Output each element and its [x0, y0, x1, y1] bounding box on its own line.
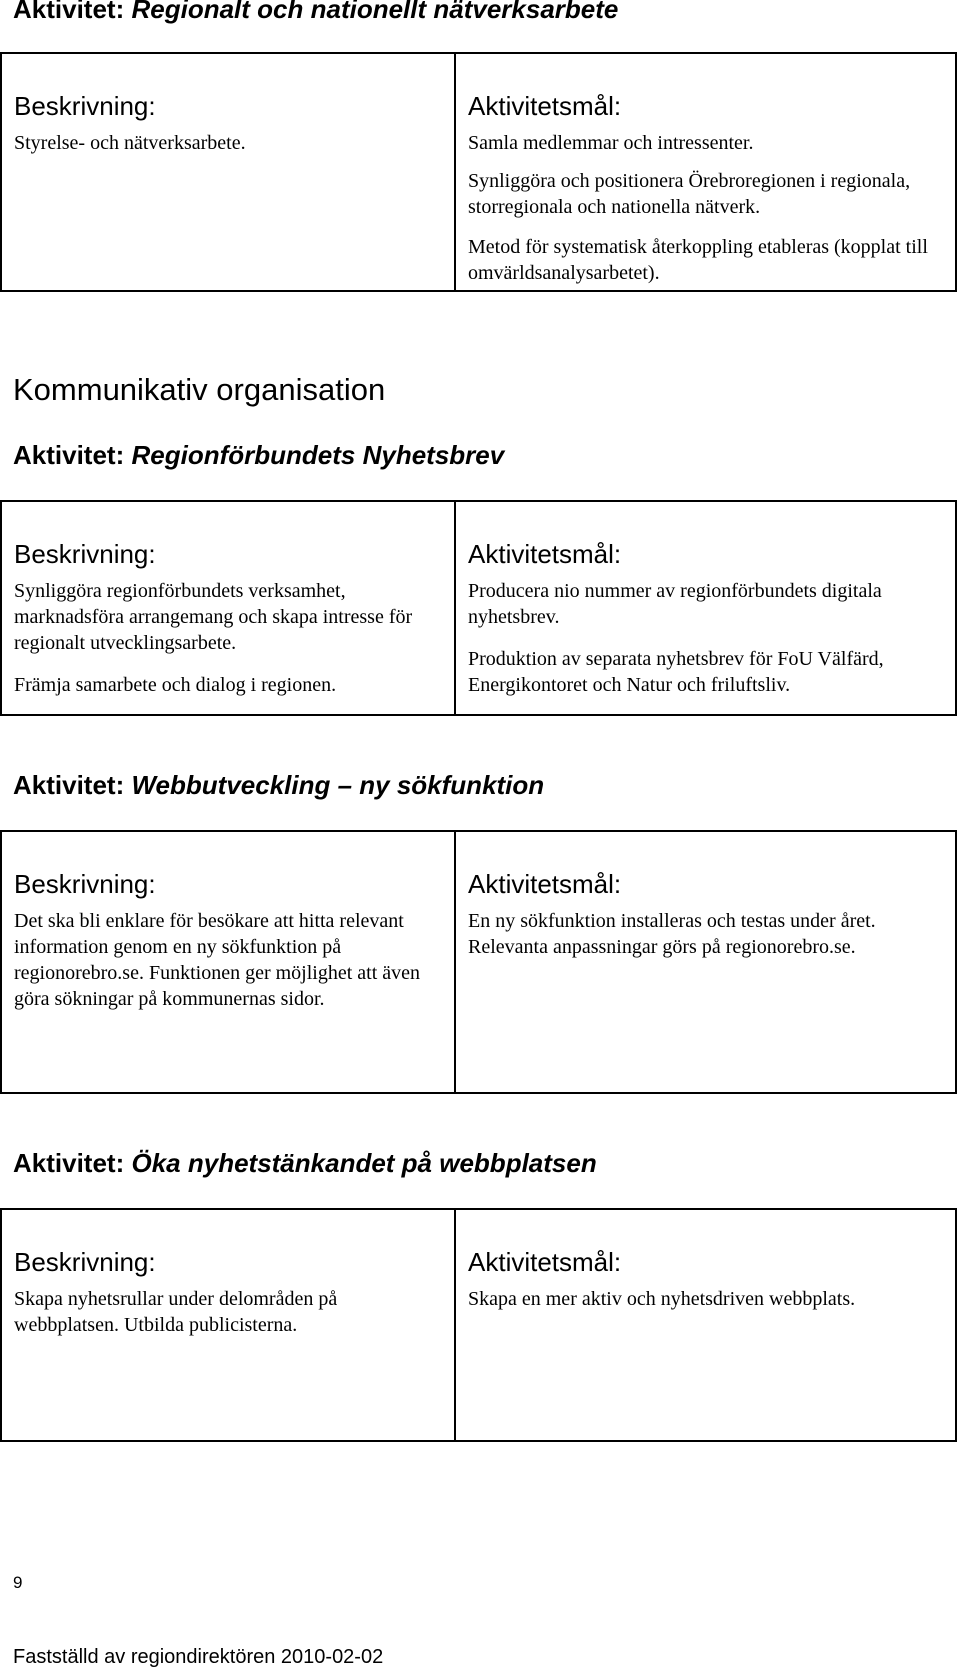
goal-text: En ny sökfunktion installeras och testas under året. Relevanta anpassningar görs på regionorebro.se. [468, 910, 876, 958]
description-column [2, 1210, 456, 1440]
description-label: Beskrivning: [14, 91, 156, 121]
page-number: 9 [13, 1573, 23, 1592]
description-text: Synliggöra regionförbundets verksamhet, marknadsföra arrangemang och skapa intresse för regionalt utvecklingsarbete. Främja samarbete och dialog i regionen. [14, 580, 413, 696]
section-heading: Kommunikativ organisation [13, 372, 386, 407]
activity-table [0, 830, 957, 1094]
goal-column [456, 54, 955, 290]
description-text: Det ska bli enklare för besökare att hitta relevant information genom en ny sökfunktion på regionorebro.se. Funktionen ger möjlighet att även göra sökningar på kommunernas sidor. [14, 910, 421, 1010]
description-column [2, 502, 456, 714]
goal-text: Samla medlemmar och intressenter. Synliggöra och positionera Örebroregionen i regionala, storregionala och nationella nätverk. Metod för systematisk återkoppling etableras (kopplat till omvärldsanalysarbetet). [468, 132, 928, 284]
goal-column [456, 1210, 955, 1440]
activity-prefix: Aktivitet: [13, 440, 125, 470]
activity-prefix: Aktivitet: [13, 1148, 125, 1178]
activity-heading [13, 440, 504, 471]
goal-text: Producera nio nummer av regionförbundets digitala nyhetsbrev. Produktion av separata nyhetsbrev för FoU Välfärd, Energikontoret och Natur och friluftsliv. [468, 580, 884, 696]
activity-prefix: Aktivitet: [13, 770, 125, 800]
activity-heading [13, 1148, 597, 1179]
activity-table [0, 1208, 957, 1442]
activity-name: Öka nyhetstänkandet på webbplatsen [131, 1148, 597, 1178]
goal-column [456, 502, 955, 714]
activity-table [0, 500, 957, 716]
goal-label: Aktivitetsmål: [468, 869, 622, 899]
description-column [2, 832, 456, 1092]
description-label: Beskrivning: [14, 539, 156, 569]
activity-name: Regionalt och nationellt nätverksarbete [131, 0, 619, 24]
activity-name: Webbutveckling – ny sökfunktion [131, 770, 545, 800]
goal-column [456, 832, 955, 1092]
goal-label: Aktivitetsmål: [468, 539, 622, 569]
activity-heading [13, 0, 618, 25]
activity-heading [13, 770, 544, 801]
goal-label: Aktivitetsmål: [468, 91, 622, 121]
goal-label: Aktivitetsmål: [468, 1247, 622, 1277]
footer-approval: Fastställd av regiondirektören 2010-02-02 [13, 1646, 384, 1668]
description-label: Beskrivning: [14, 869, 156, 899]
description-label: Beskrivning: [14, 1247, 156, 1277]
activity-name: Regionförbundets Nyhetsbrev [131, 440, 505, 470]
description-text: Styrelse- och nätverksarbete. [14, 132, 246, 154]
description-column [2, 54, 456, 290]
goal-text: Skapa en mer aktiv och nyhetsdriven webbplats. [468, 1288, 856, 1310]
description-text: Skapa nyhetsrullar under delområden på webbplatsen. Utbilda publicisterna. [14, 1288, 338, 1336]
activity-table [0, 52, 957, 292]
activity-prefix: Aktivitet: [13, 0, 125, 24]
